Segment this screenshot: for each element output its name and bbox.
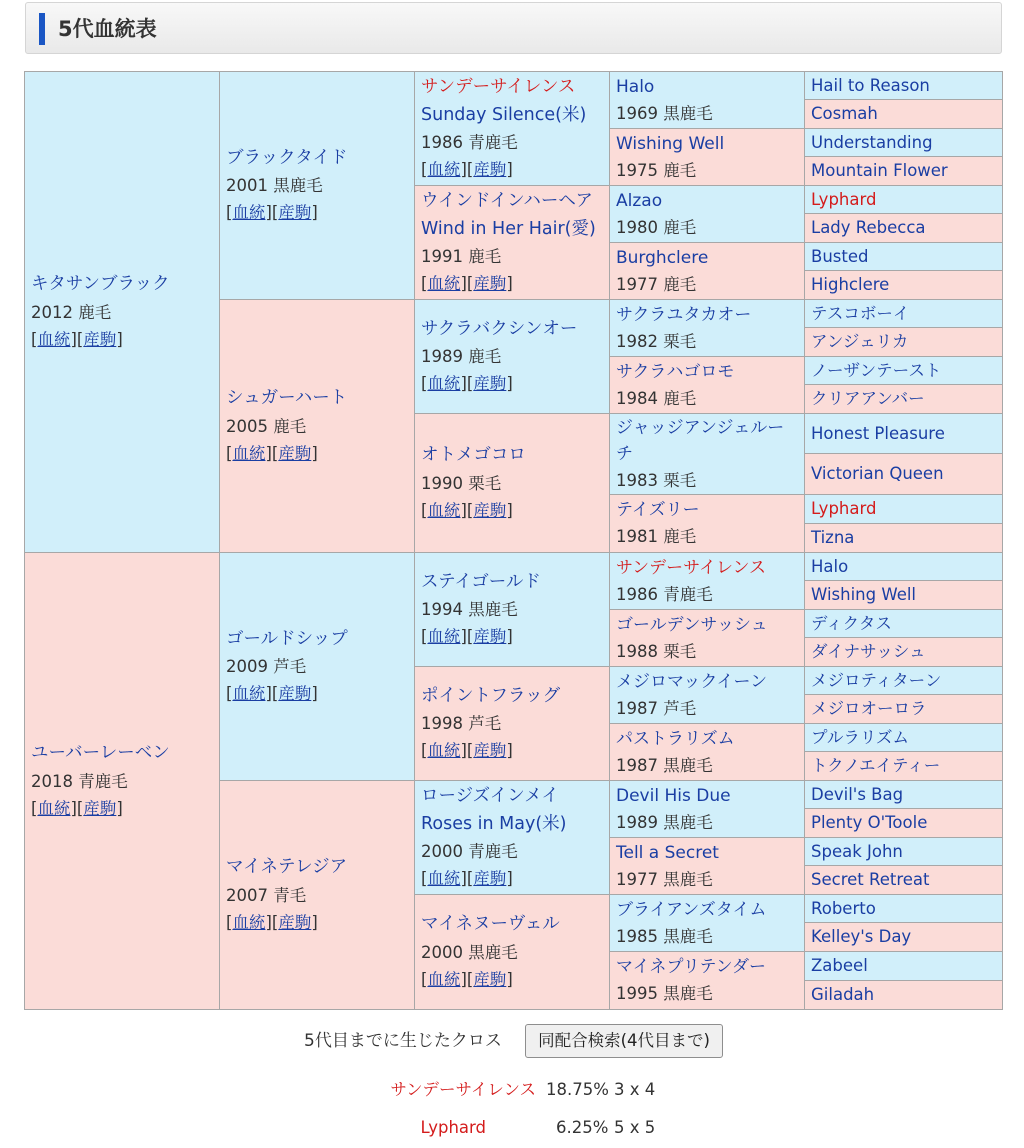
pedigree-cell-gen5	[805, 809, 1002, 837]
gen3-year-color: 1990 栗毛	[421, 473, 502, 493]
gen3-alt-name-link[interactable]: Roses in May(米)	[421, 813, 567, 834]
cross-percent: 6.25%	[556, 1118, 609, 1137]
gen5-name-link[interactable]: プルラリズム	[811, 727, 910, 747]
gen5-name-link[interactable]: Tizna	[811, 528, 855, 547]
offspring-link[interactable]: 産駒	[473, 160, 507, 179]
header-accent-bar	[39, 13, 45, 45]
gen5-name-link[interactable]: Kelley's Day	[811, 927, 912, 946]
offspring-link[interactable]: 産駒	[473, 741, 507, 761]
gen3-year-color: 2000 青鹿毛	[421, 842, 518, 861]
page-title: 5代血統表	[58, 17, 157, 41]
pedigree-cell-gen5	[805, 72, 1002, 99]
pedigree-cell-gen4	[610, 243, 804, 299]
offspring-link[interactable]: 産駒	[278, 684, 312, 704]
pedigree-cell-gen4	[610, 895, 804, 951]
pedigree-cell-gen3	[415, 300, 609, 413]
gen5-name-link[interactable]: ダイナサッシュ	[811, 642, 926, 661]
pedigree-cell-gen3	[415, 553, 609, 666]
pedigree-cell-gen4	[610, 72, 804, 128]
gen4-name-link[interactable]: マイネプリテンダー	[616, 957, 766, 977]
pedigree-cell-gen4	[610, 129, 804, 185]
bloodline-link[interactable]: 血統	[427, 274, 461, 293]
dam-name-link[interactable]: シュガーハート	[226, 388, 348, 409]
cross-percent: 18.75%	[546, 1080, 609, 1099]
cross-label: 5代目までに生じたクロス	[304, 1031, 502, 1051]
horse-year-color: 2012 鹿毛	[31, 302, 112, 322]
offspring-link[interactable]: 産駒	[473, 869, 507, 888]
gen5-name-link[interactable]: Lyphard	[811, 189, 877, 209]
gen3-year-color: 1989 鹿毛	[421, 347, 502, 367]
pedigree-cell-gen3	[415, 186, 609, 299]
gen3-name-link[interactable]: ロージズインメイ	[421, 786, 559, 806]
gen5-name-link[interactable]: Roberto	[811, 898, 876, 918]
dam-year-color: 2005 鹿毛	[226, 416, 307, 436]
offspring-link[interactable]: 産駒	[83, 798, 117, 818]
gen4-year-color: 1995 黒鹿毛	[616, 984, 713, 1003]
pedigree-cell-gen4	[610, 667, 804, 723]
gen3-year-color: 2000 黒鹿毛	[421, 942, 518, 962]
bloodline-link[interactable]: 血統	[232, 684, 266, 704]
pedigree-cell-dam	[220, 300, 414, 552]
pedigree-table	[24, 71, 1003, 1010]
pedigree-cell-horse	[25, 72, 219, 552]
gen4-year-color: 1980 鹿毛	[616, 217, 697, 237]
pedigree-links: [血統][産駒]	[226, 684, 318, 704]
gen4-year-color: 1977 黒鹿毛	[616, 869, 713, 889]
pedigree-cell-gen5	[805, 157, 1002, 185]
pedigree-cell-gen5	[805, 952, 1002, 980]
pedigree-cell-gen4	[610, 414, 804, 494]
pedigree-cell-gen4	[610, 357, 804, 413]
gen5-name-link[interactable]: Busted	[811, 246, 869, 266]
pedigree-links: [血統][産駒]	[226, 443, 318, 463]
bloodline-link[interactable]: 血統	[232, 443, 266, 463]
offspring-link[interactable]: 産駒	[473, 274, 507, 293]
gen3-year-color: 1994 黒鹿毛	[421, 600, 518, 620]
gen5-name-link[interactable]: Secret Retreat	[811, 870, 930, 889]
gen5-name-link[interactable]: トクノエイティー	[811, 756, 941, 775]
pedigree-cell-gen4	[610, 495, 804, 552]
gen5-name-link[interactable]: Highclere	[811, 275, 890, 294]
gen5-name-link[interactable]: Speak John	[811, 841, 903, 861]
gen5-name-link[interactable]: Lady Rebecca	[811, 218, 926, 237]
pedigree-links: [血統][産駒]	[226, 912, 318, 932]
gen5-name-link[interactable]: ノーザンテースト	[811, 360, 942, 380]
mate-name-link[interactable]: ユーバーレーベン	[31, 743, 170, 764]
bloodline-link[interactable]: 血統	[427, 500, 461, 520]
gen4-name-link[interactable]: サンデーサイレンス	[616, 557, 767, 578]
bloodline-link[interactable]: 血統	[427, 741, 461, 761]
pedigree-cell-gen5	[805, 895, 1002, 922]
pedigree-cell-gen5	[805, 214, 1002, 242]
pedigree-cell-gen5	[805, 243, 1002, 270]
pedigree-links: [血統][産駒]	[421, 741, 513, 761]
gen4-year-color: 1975 鹿毛	[616, 160, 697, 180]
pedigree-cell-gen5	[805, 581, 1002, 609]
gen5-name-link[interactable]: Plenty O'Toole	[811, 813, 928, 832]
pedigree-cell-gen4	[610, 781, 804, 837]
same-mating-search-button[interactable]: 同配合検索(4代目まで)	[525, 1024, 723, 1058]
pedigree-cell-gen5	[805, 638, 1002, 666]
gen5-name-link[interactable]: ディクタス	[811, 613, 892, 633]
gen3-name-link[interactable]: ウインドインハーヘア	[421, 191, 593, 211]
gen5-name-link[interactable]: Understanding	[811, 132, 933, 152]
pedigree-cell-sire	[220, 72, 414, 299]
gen2-year-color: 2009 芦毛	[226, 657, 307, 677]
gen4-year-color: 1986 青鹿毛	[616, 584, 713, 604]
pedigree-cell-gen5	[805, 328, 1002, 356]
gen4-year-color: 1985 黒鹿毛	[616, 926, 713, 946]
pedigree-cell-gen3	[415, 72, 609, 185]
bloodline-link[interactable]: 血統	[37, 329, 71, 349]
gen5-name-link[interactable]: Devil's Bag	[811, 784, 904, 804]
pedigree-cell-gen5	[805, 385, 1002, 413]
bloodline-link[interactable]: 血統	[427, 869, 461, 888]
pedigree-cell-gen5	[805, 186, 1002, 213]
pedigree-links: [血統][産駒]	[31, 329, 123, 349]
gen2-year-color: 2007 青毛	[226, 885, 307, 905]
gen3-name-link[interactable]: マイネヌーヴェル	[421, 914, 560, 935]
bloodline-link[interactable]: 血統	[427, 969, 461, 989]
pedigree-cell-gen4	[610, 553, 804, 609]
pedigree-cell-gen5	[805, 838, 1002, 865]
pedigree-cell-gen5	[805, 271, 1002, 299]
bloodline-link[interactable]: 血統	[427, 374, 461, 394]
gen4-year-color: 1987 黒鹿毛	[616, 755, 713, 775]
gen3-year-color: 1986 青鹿毛	[421, 133, 518, 152]
pedigree-cell-gen5	[805, 724, 1002, 751]
pedigree-cell-gen5	[805, 610, 1002, 637]
gen4-name-link[interactable]: Wishing Well	[616, 133, 725, 154]
cross-row	[0, 1077, 1024, 1103]
bloodline-link[interactable]: 血統	[232, 912, 266, 932]
gen5-name-link[interactable]: Halo	[811, 556, 849, 576]
pedigree-cell-gen5	[805, 414, 1002, 453]
bloodline-link[interactable]: 血統	[37, 798, 71, 818]
gen4-name-link[interactable]: サクラユタカオー	[616, 304, 752, 325]
pedigree-cell-gen5	[805, 100, 1002, 128]
pedigree-cell-gen4	[610, 186, 804, 242]
offspring-link[interactable]: 産駒	[83, 329, 117, 349]
gen3-name-link[interactable]: ステイゴールド	[421, 571, 541, 592]
gen5-name-link[interactable]: メジロティターン	[811, 670, 942, 690]
pedigree-cell-gen4	[610, 838, 804, 894]
cross-horse-link[interactable]: サンデーサイレンス	[390, 1080, 536, 1099]
pedigree-cell-gen5	[805, 752, 1002, 780]
pedigree-links: [血統][産駒]	[421, 274, 513, 293]
gen4-year-color: 1987 芦毛	[616, 698, 697, 718]
offspring-link[interactable]: 産駒	[278, 912, 312, 932]
pedigree-cell-gen4	[610, 952, 804, 1009]
gen3-year-color: 1991 鹿毛	[421, 247, 502, 266]
sire-year-color: 2001 黒鹿毛	[226, 176, 323, 196]
pedigree-cell-gen4	[610, 610, 804, 666]
gen5-name-link[interactable]: Wishing Well	[811, 585, 917, 604]
gen4-name-link[interactable]: パストラリズム	[616, 728, 735, 749]
gen4-name-link[interactable]: ジャッジアンジェルーチ	[616, 417, 785, 464]
gen3-name-link[interactable]: サンデーサイレンス	[421, 77, 576, 97]
gen5-name-link[interactable]: Cosmah	[811, 104, 878, 123]
cross-section	[0, 1020, 1024, 1148]
pedigree-cell-gen5	[805, 357, 1002, 384]
pedigree-cell-gen5	[805, 524, 1002, 552]
gen4-year-color: 1977 鹿毛	[616, 274, 697, 294]
pedigree-cell-gen4	[610, 300, 804, 356]
gen5-name-link[interactable]: Honest Pleasure	[811, 423, 945, 443]
offspring-link[interactable]: 産駒	[473, 500, 507, 520]
gen4-year-color: 1982 栗毛	[616, 331, 697, 351]
pedigree-cell-gen5	[805, 781, 1002, 808]
cross-generations: 5 x 5	[614, 1118, 656, 1137]
gen5-name-link[interactable]: Zabeel	[811, 956, 868, 975]
gen3-name-link[interactable]: オトメゴコロ	[421, 445, 526, 466]
bloodline-link[interactable]: 血統	[427, 160, 461, 179]
offspring-link[interactable]: 産駒	[473, 374, 507, 394]
offspring-link[interactable]: 産駒	[278, 443, 312, 463]
pedigree-cell-gen5	[805, 300, 1002, 327]
gen3-name-link[interactable]: ポイントフラッグ	[421, 685, 561, 706]
gen4-year-color: 1984 鹿毛	[616, 388, 697, 408]
gen3-alt-name-link[interactable]: Wind in Her Hair(愛)	[421, 218, 596, 239]
pedigree-cell-gen5	[805, 866, 1002, 894]
pedigree-cell-gen5	[805, 695, 1002, 723]
pedigree-links: [血統][産駒]	[31, 798, 123, 818]
pedigree-links: [血統][産駒]	[421, 374, 513, 394]
pedigree-cell-mate	[25, 553, 219, 1009]
gen5-name-link[interactable]: アンジェリカ	[811, 332, 909, 351]
sire-name-link[interactable]: ブラックタイド	[226, 147, 348, 168]
gen2-name-link[interactable]: ゴールドシップ	[226, 628, 348, 649]
horse-name-link[interactable]: キタサンブラック	[31, 274, 170, 295]
bloodline-link[interactable]: 血統	[232, 203, 266, 223]
gen4-name-link[interactable]: Tell a Secret	[616, 842, 719, 863]
gen5-name-link[interactable]: Victorian Queen	[811, 464, 944, 483]
gen4-name-link[interactable]: Halo	[616, 76, 655, 97]
gen4-name-link[interactable]: Devil His Due	[616, 785, 731, 806]
gen4-name-link[interactable]: ブライアンズタイム	[616, 899, 767, 920]
gen5-name-link[interactable]: Lyphard	[811, 499, 877, 518]
pedigree-cell-gen2-male	[220, 553, 414, 780]
gen5-name-link[interactable]: クリアアンバー	[811, 389, 925, 408]
gen3-alt-name-link[interactable]: Sunday Silence(米)	[421, 104, 587, 125]
pedigree-cell-gen3	[415, 781, 609, 894]
pedigree-links: [血統][産駒]	[421, 160, 513, 179]
gen3-year-color: 1998 芦毛	[421, 714, 502, 734]
gen4-year-color: 1989 黒鹿毛	[616, 812, 713, 832]
gen4-name-link[interactable]: テイズリー	[616, 500, 700, 520]
pedigree-links: [血統][産駒]	[421, 969, 513, 989]
pedigree-cell-gen5	[805, 923, 1002, 951]
bloodline-link[interactable]: 血統	[427, 627, 461, 647]
pedigree-links: [血統][産駒]	[226, 203, 318, 223]
pedigree-cell-gen3	[415, 414, 609, 552]
gen5-name-link[interactable]: テスコボーイ	[811, 303, 910, 323]
pedigree-cell-gen5	[805, 667, 1002, 694]
offspring-link[interactable]: 産駒	[473, 969, 507, 989]
cross-row	[0, 1115, 1024, 1141]
gen5-name-link[interactable]: メジロオーロラ	[811, 699, 927, 718]
pedigree-links: [血統][産駒]	[421, 500, 513, 520]
mate-year-color: 2018 青鹿毛	[31, 771, 128, 791]
pedigree-cell-gen5	[805, 495, 1002, 523]
gen5-name-link[interactable]: Hail to Reason	[811, 75, 930, 95]
pedigree-cell-gen5	[805, 454, 1002, 494]
gen4-name-link[interactable]: メジロマックイーン	[616, 671, 768, 692]
gen4-name-link[interactable]: Burghclere	[616, 247, 709, 268]
gen4-name-link[interactable]: サクラハゴロモ	[616, 361, 735, 382]
gen2-name-link[interactable]: マイネテレジア	[226, 857, 348, 878]
pedigree-cell-gen2-female	[220, 781, 414, 1009]
gen4-name-link[interactable]: ゴールデンサッシュ	[616, 614, 768, 635]
pedigree-cell-gen3	[415, 667, 609, 780]
gen4-year-color: 1981 鹿毛	[616, 527, 697, 546]
pedigree-cell-gen4	[610, 724, 804, 780]
pedigree-cell-gen5	[805, 129, 1002, 156]
cross-horse-link[interactable]: Lyphard	[420, 1118, 486, 1137]
gen5-name-link[interactable]: Mountain Flower	[811, 161, 948, 180]
offspring-link[interactable]: 産駒	[473, 627, 507, 647]
pedigree-links: [血統][産駒]	[421, 869, 513, 888]
section-header	[25, 2, 1002, 54]
cross-generations: 3 x 4	[614, 1080, 656, 1099]
gen3-name-link[interactable]: サクラバクシンオー	[421, 318, 578, 339]
pedigree-cell-gen5	[805, 981, 1002, 1009]
gen4-year-color: 1988 栗毛	[616, 641, 697, 661]
offspring-link[interactable]: 産駒	[278, 203, 312, 223]
pedigree-cell-gen5	[805, 553, 1002, 580]
gen4-year-color: 1983 栗毛	[616, 470, 697, 490]
pedigree-links: [血統][産駒]	[421, 627, 513, 647]
pedigree-cell-gen3	[415, 895, 609, 1009]
gen4-year-color: 1969 黒鹿毛	[616, 103, 713, 123]
gen4-name-link[interactable]: Alzao	[616, 190, 663, 211]
gen5-name-link[interactable]: Giladah	[811, 985, 875, 1004]
